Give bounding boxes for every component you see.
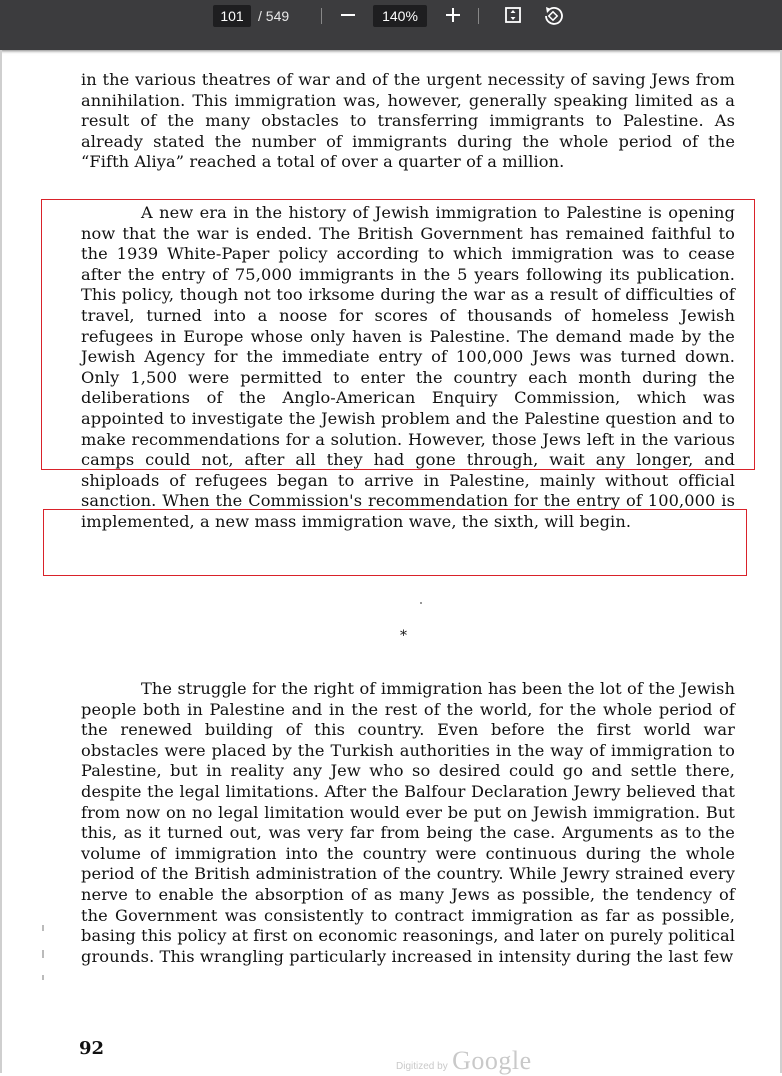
page-number-input[interactable]: 101 <box>213 5 251 27</box>
page-number: 92 <box>79 1038 105 1059</box>
watermark-prefix: Digitized by <box>396 1061 448 1072</box>
margin-mark <box>42 925 44 931</box>
plus-icon <box>445 5 461 25</box>
zoom-in-button[interactable] <box>440 3 466 29</box>
highlight-box-2 <box>43 509 747 576</box>
page-left-edge <box>0 50 2 1073</box>
paragraph-new-era: A new era in the history of Jewish immigration to Palestine is opening now that the war is ended. The British Government has remained faithful to the 1939 White-Paper policy according to which immigration was to cease after the entry of 75,000 immigrants in the 5 years following its publication. This policy, though not too irksome during the war as a result of difficulties of travel, turned into a noose for scores of thousands of homeless Jewish refugees in Europe whose only haven is Palestine. The demand made by the Jewish Agency for the immediate entry of 100,000 Jews was turned down. Only 1,500 were permitted to enter the country each month during the deliberations of the Anglo-American Enquiry Commission, which was appointed to investigate the Jewish problem and the Palestine question and to make recommendations for a solution. However, those Jews left in the various camps could not, after all they had gone through, wait any longer, and shiploads of refugees began to arrive in Palestine, mainly without official sanction. When the Commission's recommendation for the entry of 100,000 is implemented, a new mass immigration wave, the sixth, will begin. <box>81 203 735 531</box>
minus-icon <box>340 5 356 25</box>
fit-to-page-icon <box>503 5 523 25</box>
page-speck <box>420 602 422 604</box>
section-separator: * <box>400 628 407 644</box>
paragraph-struggle: The struggle for the right of immigration has been the lot of the Jewish people both in Palestine and in the rest of the world, for the whole period of the renewed building of this country. Even before the first world war obstacles were placed by the Turkish authorities in the way of immigration to Palestine, but in reality any Jew who so desired could go and settle there, despite the legal limitations. After the Balfour Declaration Jewry believed that from now on no legal limitation would ever be put on Jewish immigration. But this, as it turned out, was very far from being the case. Arguments as to the volume of immigration into the country were continuous during the whole period of the British administration of the country. While Jewry strained every nerve to enable the absorption of as many Jews as possible, the tendency of the Government was consistently to contract immigration as far as possible, basing this policy at first on economic reasonings, and later on purely political grounds. This wrangling particularly increased in intensity during the last few <box>81 679 736 966</box>
google-watermark <box>396 1046 532 1076</box>
pdf-toolbar <box>0 0 782 50</box>
margin-mark <box>42 950 44 958</box>
fit-page-button[interactable] <box>500 3 526 29</box>
watermark-brand: Google <box>452 1046 532 1075</box>
page-total: / 549 <box>258 8 290 24</box>
zoom-level-input[interactable]: 140% <box>373 5 427 27</box>
margin-mark <box>42 975 44 980</box>
rotate-button[interactable] <box>540 3 566 29</box>
toolbar-divider <box>321 8 322 24</box>
rotate-icon <box>542 5 564 27</box>
highlight-box-1 <box>41 199 755 470</box>
paragraph-continued: in the various theatres of war and of the urgent necessity of saving Jews from annihilation. This immigration was, however, generally speaking limited as a result of the many obstacles to transferring immigrants to Palestine. As already stated the number of immigrants during the whole period of the “Fifth Aliya” reached a total of over a quarter of a million. <box>81 70 735 172</box>
zoom-out-button[interactable] <box>335 3 361 29</box>
toolbar-divider <box>478 8 479 24</box>
